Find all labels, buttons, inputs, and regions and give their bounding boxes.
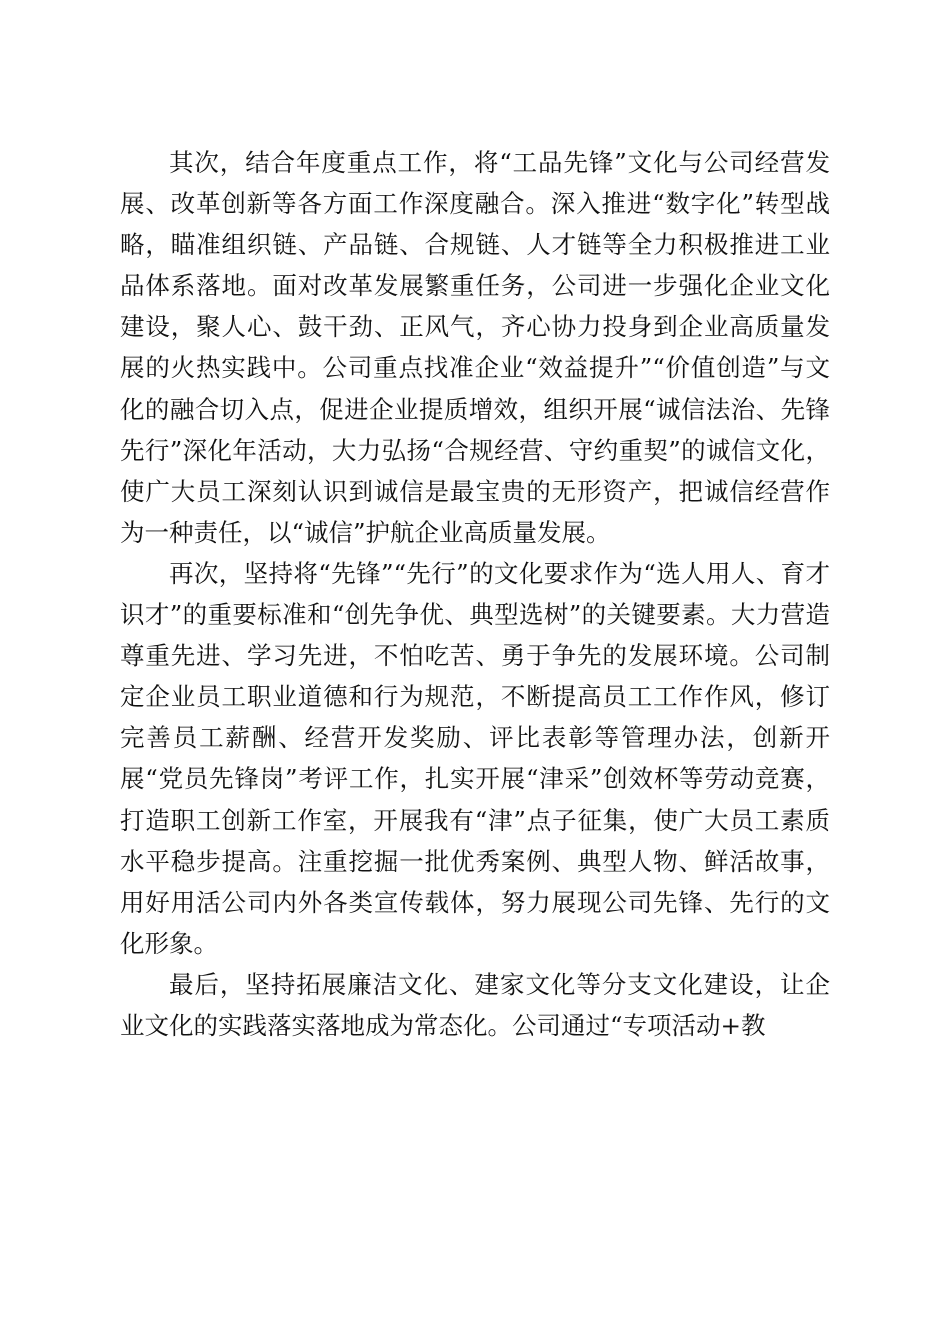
document-body <box>120 142 830 1046</box>
paragraph-secondly: 其次，结合年度重点工作，将“工品先锋”文化与公司经营发展、改革创新等各方面工作深度融合。深入推进“数字化”转型战略，瞄准组织链、产品链、合规链、人才链等全力积极推进工业品体系落地。面对改革发展繁重任务，公司进一步强化企业文化建设，聚人心、鼓干劲、正风气，齐心协力投身到企业高质量发展的火热实践中。公司重点找准企业“效益提升”“价值创造”与文化的融合切入点，促进企业提质增效，组织开展“诚信法治、先锋先行”深化年活动，大力弘扬“合规经营、守约重契”的诚信文化，使广大员工深刻认识到诚信是最宝贵的无形资产，把诚信经营作为一种责任，以“诚信”护航企业高质量发展。 <box>120 148 830 547</box>
paragraph-thirdly: 再次，坚持将“先锋”“先行”的文化要求作为“选人用人、育才识才”的重要标准和“创先争优、典型选树”的关键要素。大力营造尊重先进、学习先进，不怕吃苦、勇于争先的发展环境。公司制定企业员工职业道德和行为规范，不断提高员工工作作风，修订完善员工薪酬、经营开发奖励、评比表彰等管理办法，创新开展“党员先锋岗”考评工作，扎实开展“津采”创效杯等劳动竞赛，打造职工创新工作室，开展我有“津”点子征集，使广大员工素质水平稳步提高。注重挖掘一批优秀案例、典型人物、鲜活故事，用好用活公司内外各类宣传载体，努力展现公司先锋、先行的文化形象。 <box>120 558 830 958</box>
paragraph-finally: 最后，坚持拓展廉洁文化、建家文化等分支文化建设，让企业文化的实践落实落地成为常态化。公司通过“专项活动+教 <box>120 969 830 1040</box>
